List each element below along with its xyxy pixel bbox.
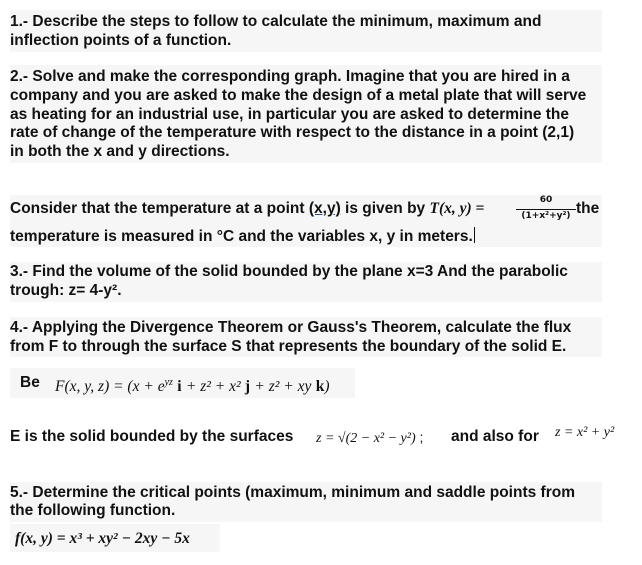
q5-line-1: 5.- Determine the critical points (maximum, minimum and saddle points from xyxy=(10,484,575,501)
q2-line-2: company and you are asked to make the design of a metal plate that will serve xyxy=(10,87,587,104)
surface-2: z = x² + y² xyxy=(555,425,615,440)
temp-function: T(x, y) = xyxy=(429,200,485,217)
q5-function: f(x, y) = x³ + xy² − 2xy − 5x xyxy=(15,530,190,547)
q1-line-1: 1.- Describe the steps to follow to calculate the minimum, maximum and xyxy=(10,13,542,30)
text-cursor xyxy=(474,227,475,243)
q4-line-2: from F to through the surface S that represents the boundary of the solid E. xyxy=(10,338,567,355)
consider-post: the xyxy=(576,200,600,217)
q2-line-3: as heating for an industrial use, in particular you are asked to determine the xyxy=(10,106,570,123)
vector-field: F(x, y, $z) = (x + e^{yz}$ i + z² + x² j + z² + xy k) xyxy=(55,377,330,396)
be-label: Be xyxy=(20,374,40,391)
q2-units-line xyxy=(10,227,475,247)
q2-line-4: rate of change of the temperature with respect to the distance in a point (2,1) xyxy=(10,124,575,141)
and-also-for: and also for xyxy=(451,428,539,445)
consider-pre: Consider that the temperature at a point xyxy=(10,200,305,217)
point-xy: (x,y) xyxy=(308,200,341,217)
surface-1: z = √(2 − x² − y²) ; xyxy=(316,429,424,446)
consider-mid: is given by xyxy=(345,200,426,217)
q2-line-5: in both the x and y directions. xyxy=(10,143,230,160)
units-text: temperature is measured in °C and the variables x, y in meters. xyxy=(10,228,473,245)
fraction-line xyxy=(516,209,576,210)
q1-line-2: inflection points of a function. xyxy=(10,32,232,49)
q4-line-1: 4.- Applying the Divergence Theorem or Gauss's Theorem, calculate the flux xyxy=(10,319,572,336)
q2-line-1: 2.- Solve and make the corresponding graph. Imagine that you are hired in a xyxy=(10,68,570,85)
solid-text: E is the solid bounded by the surfaces xyxy=(10,428,294,445)
fraction-denominator: (1+x²+y²) xyxy=(521,211,571,221)
q2-consider-line xyxy=(10,200,484,219)
fraction-numerator: 60 xyxy=(539,195,553,205)
q3-line-2: trough: z= 4-y². xyxy=(10,282,122,299)
q5-line-2: the following function. xyxy=(10,502,176,519)
q3-line-1: 3.- Find the volume of the solid bounded by the plane x=3 And the parabolic xyxy=(10,263,568,280)
